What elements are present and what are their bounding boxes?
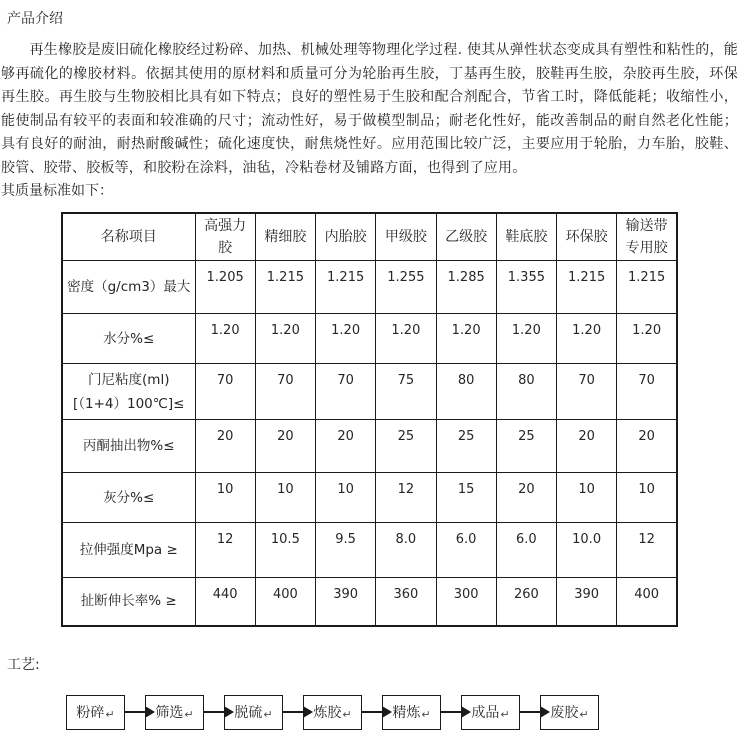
cell-value: 1.355 — [496, 261, 556, 314]
cell-value: 20 — [316, 420, 376, 473]
cell-value: 12 — [195, 523, 255, 578]
cell-value: 1.20 — [255, 314, 315, 364]
column-header: 高强力胶 — [195, 213, 255, 261]
table-intro-line: 其质量标准如下： — [1, 183, 113, 199]
cell-value: 8.0 — [376, 523, 436, 578]
process-step-label: 筛选 — [155, 705, 184, 721]
cell-value: 80 — [496, 364, 556, 420]
cell-value: 10 — [557, 473, 617, 523]
row-label: 拉伸强度Mpa ≥ — [62, 523, 195, 578]
process-step-crush — [66, 695, 125, 730]
cell-value: 1.20 — [617, 314, 677, 364]
cell-value: 1.215 — [557, 261, 617, 314]
process-step-label: 精炼 — [392, 705, 421, 721]
process-step-label: 脱硫 — [234, 705, 263, 721]
cell-value: 1.20 — [496, 314, 556, 364]
cell-value: 400 — [617, 578, 677, 626]
cell-value: 9.5 — [316, 523, 376, 578]
row-label: 灰分%≤ — [62, 473, 195, 523]
cell-value: 70 — [557, 364, 617, 420]
return-mark-icon: ↵ — [184, 707, 194, 721]
arrow-right-icon — [520, 711, 540, 713]
cell-value: 12 — [376, 473, 436, 523]
cell-value: 1.20 — [557, 314, 617, 364]
column-header: 乙级胶 — [436, 213, 496, 261]
cell-value: 70 — [316, 364, 376, 420]
cell-value: 390 — [557, 578, 617, 626]
cell-value: 25 — [376, 420, 436, 473]
column-header: 甲级胶 — [376, 213, 436, 261]
return-mark-icon: ↵ — [421, 707, 431, 721]
intro-paragraph: 再生橡胶是废旧硫化橡胶经过粉碎、加热、机械处理等物理化学过程. 使其从弹性状态变成具有塑性和粘性的，能够再硫化的橡胶材料。依据其使用的原材料和质量可分为轮胎再生胶，丁基再生胶，胶鞋再生胶，杂胶再生胶，环保再生胶。再生胶与生物胶相比具有如下特点；良好的塑性易于生胶和配合剂配合，节省工时，降低能耗；收缩性小，能使制品有较平的表面和较准确的尺寸；流动性好，易于做模型制品；耐老化性好，能改善制品的耐自然老化性能；具有良好的耐油，耐热耐酸碱性；硫化速度快，耐焦烧性好。应用范围比较广泛，主要应用于轮胎，力车胎，胶鞋、胶管、胶带、胶板等，和胶粉在涂料，油毡，冷粘卷材及铺路方面，也得到了应用。 — [1, 42, 738, 176]
cell-value: 1.215 — [255, 261, 315, 314]
cell-value: 15 — [436, 473, 496, 523]
cell-value: 400 — [255, 578, 315, 626]
cell-value: 20 — [195, 420, 255, 473]
cell-value: 75 — [376, 364, 436, 420]
column-header: 精细胶 — [255, 213, 315, 261]
table-row-tensile-strength — [62, 523, 677, 578]
cell-value: 1.205 — [195, 261, 255, 314]
row-label: 扯断伸长率% ≥ — [62, 578, 195, 626]
cell-value: 25 — [436, 420, 496, 473]
cell-value: 1.20 — [195, 314, 255, 364]
process-step-label: 废胶 — [550, 705, 579, 721]
page-title: 产品介绍 — [7, 11, 63, 27]
arrow-right-icon — [125, 711, 145, 713]
cell-value: 10 — [316, 473, 376, 523]
arrow-right-icon — [441, 711, 461, 713]
column-header: 环保胶 — [557, 213, 617, 261]
process-step-label: 粉碎 — [76, 705, 105, 721]
return-mark-icon: ↵ — [500, 707, 510, 721]
arrow-right-icon — [362, 711, 382, 713]
cell-value: 1.20 — [376, 314, 436, 364]
cell-value: 25 — [496, 420, 556, 473]
row-label: 密度（g/cm3）最大 — [62, 261, 195, 314]
cell-value: 20 — [557, 420, 617, 473]
cell-value: 20 — [496, 473, 556, 523]
cell-value: 10.5 — [255, 523, 315, 578]
cell-value: 440 — [195, 578, 255, 626]
cell-value: 360 — [376, 578, 436, 626]
cell-value: 6.0 — [496, 523, 556, 578]
cell-value: 300 — [436, 578, 496, 626]
cell-value: 1.285 — [436, 261, 496, 314]
arrow-right-icon — [283, 711, 303, 713]
cell-value: 20 — [255, 420, 315, 473]
table-row-mooney-viscosity — [62, 364, 677, 420]
column-header-name: 名称项目 — [62, 213, 195, 261]
process-step-label: 炼胶 — [313, 705, 342, 721]
process-section-label: 工艺: — [7, 656, 40, 673]
cell-value: 10 — [617, 473, 677, 523]
process-flow-diagram — [66, 695, 739, 730]
cell-value: 1.20 — [316, 314, 376, 364]
cell-value: 70 — [255, 364, 315, 420]
row-label: 丙酮抽出物%≤ — [62, 420, 195, 473]
cell-value: 10 — [255, 473, 315, 523]
cell-value: 1.215 — [617, 261, 677, 314]
cell-value: 1.20 — [436, 314, 496, 364]
row-label: 门尼粘度(ml)[（1+4）100℃]≤ — [62, 364, 195, 420]
cell-value: 10 — [195, 473, 255, 523]
cell-value: 6.0 — [436, 523, 496, 578]
cell-value: 70 — [617, 364, 677, 420]
cell-value: 10.0 — [557, 523, 617, 578]
column-header: 内胎胶 — [316, 213, 376, 261]
process-step-label: 成品 — [471, 705, 500, 721]
return-mark-icon: ↵ — [342, 707, 352, 721]
return-mark-icon: ↵ — [263, 707, 273, 721]
table-row-moisture — [62, 314, 677, 364]
return-mark-icon: ↵ — [105, 707, 115, 721]
cell-value: 70 — [195, 364, 255, 420]
cell-value: 80 — [436, 364, 496, 420]
table-row-elongation — [62, 578, 677, 626]
return-mark-icon: ↵ — [579, 707, 589, 721]
column-header: 输送带专用胶 — [617, 213, 677, 261]
table-row-density — [62, 261, 677, 314]
cell-value: 260 — [496, 578, 556, 626]
cell-value: 20 — [617, 420, 677, 473]
cell-value: 1.215 — [316, 261, 376, 314]
quality-standards-table — [61, 212, 678, 627]
column-header: 鞋底胶 — [496, 213, 556, 261]
cell-value: 12 — [617, 523, 677, 578]
table-header-row — [62, 213, 677, 261]
cell-value: 1.255 — [376, 261, 436, 314]
table-row-acetone-extract — [62, 420, 677, 473]
table-row-ash — [62, 473, 677, 523]
cell-value: 390 — [316, 578, 376, 626]
row-label: 水分%≤ — [62, 314, 195, 364]
arrow-right-icon — [204, 711, 224, 713]
